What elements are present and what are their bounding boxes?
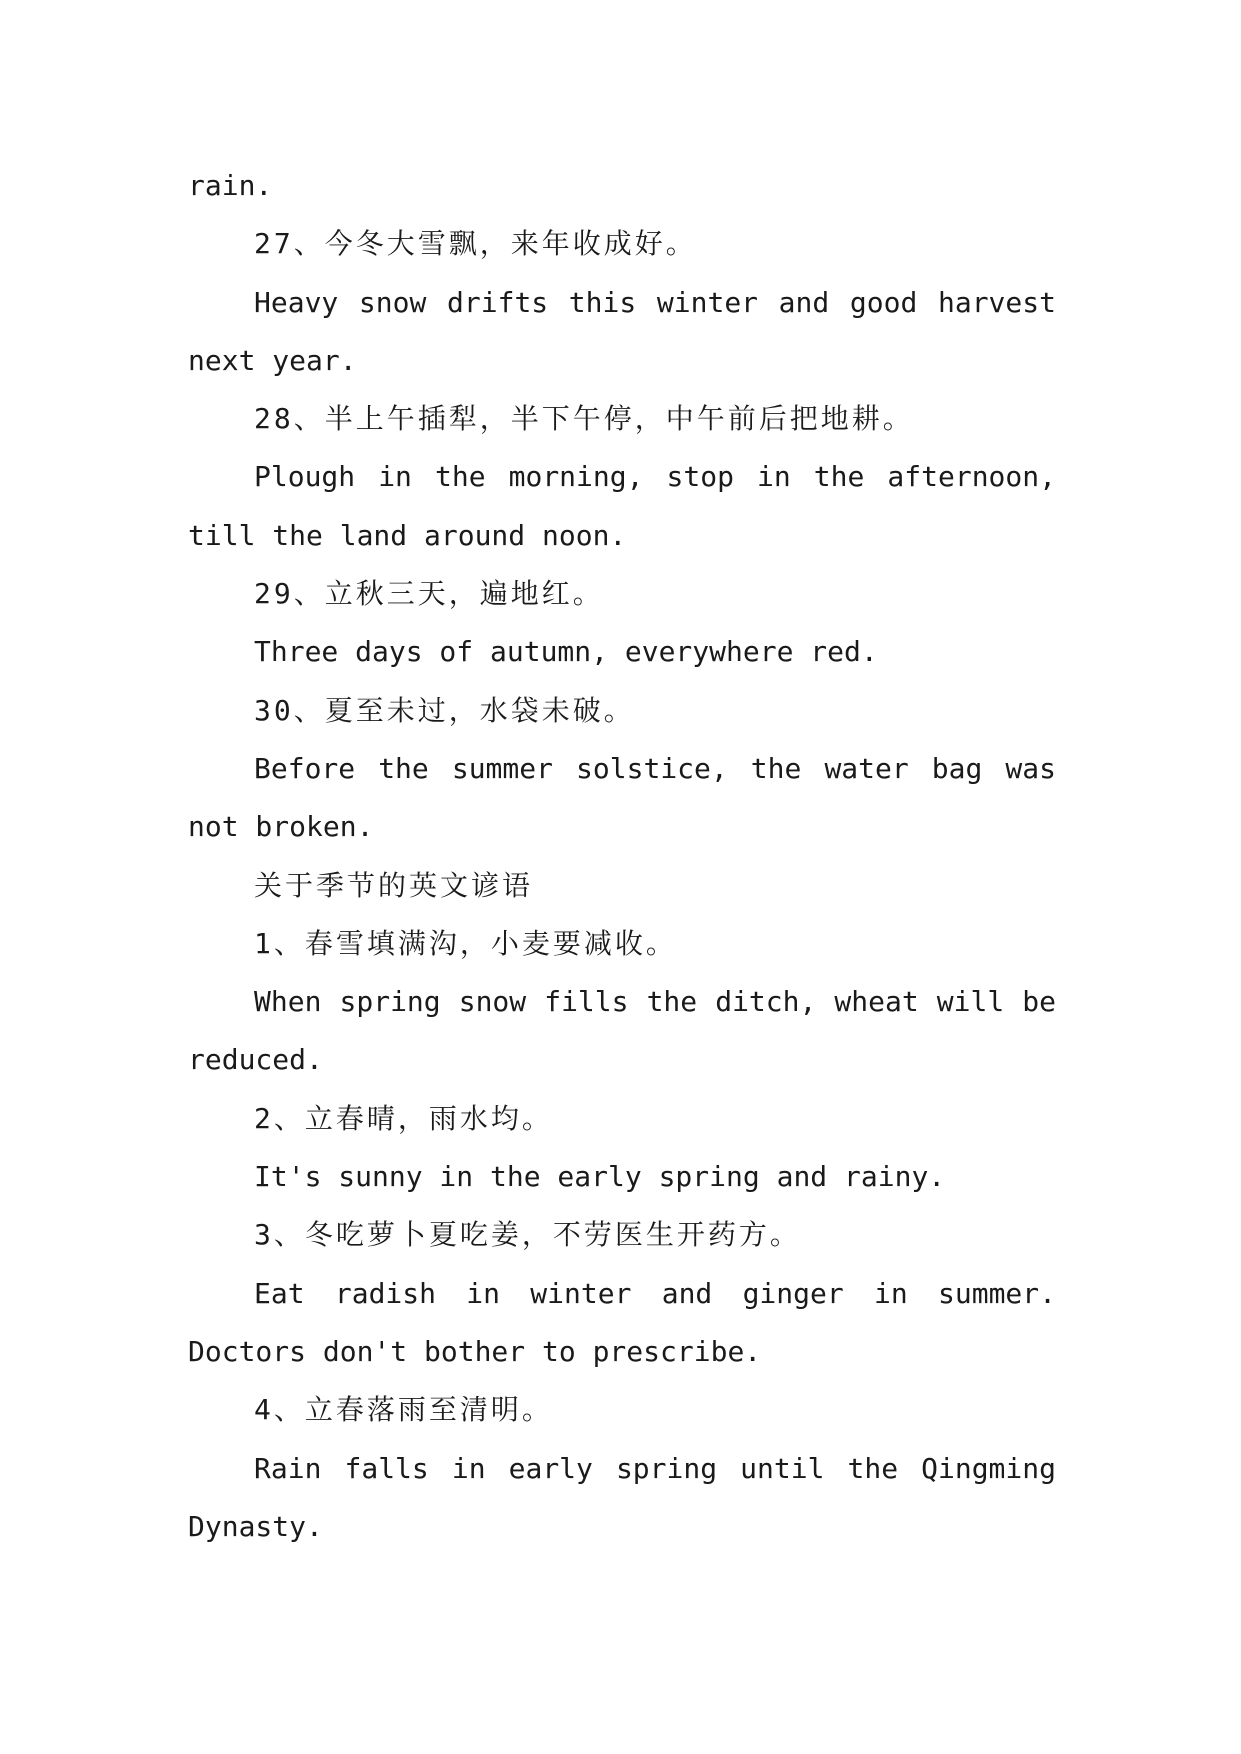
text-line: Eat radish in winter and ginger in summer. <box>254 1276 1056 1310</box>
text-line: Plough in the morning, stop in the afternoon, <box>254 460 1056 494</box>
text-line: 2、立春晴，雨水均。 <box>254 1101 553 1135</box>
text-line: not broken. <box>188 810 374 844</box>
text-line: Doctors don't bother to prescribe. <box>188 1334 762 1368</box>
text-line: reduced. <box>188 1043 323 1077</box>
text-line: rain. <box>188 169 273 202</box>
text-line: 4、立春落雨至清明。 <box>254 1393 553 1427</box>
text-line: It's sunny in the early spring and rainy. <box>254 1160 946 1194</box>
text-line: 27、今冬大雪飘，来年收成好。 <box>254 227 697 261</box>
text-line: next year. <box>188 343 357 377</box>
document-page <box>188 157 1056 1556</box>
text-line: 29、立秋三天，遍地红。 <box>254 577 604 611</box>
text-line: till the land around noon. <box>188 518 627 552</box>
text-line: Three days of autumn, everywhere red. <box>254 635 878 669</box>
text-line: When spring snow fills the ditch, wheat will be <box>254 985 1056 1019</box>
text-line: 1、春雪填满沟，小麦要减收。 <box>254 926 677 960</box>
text-line: 关于季节的英文谚语 <box>254 868 534 902</box>
text-line: Dynasty. <box>188 1509 323 1543</box>
text-line: 28、半上午插犁，半下午停，中午前后把地耕。 <box>254 402 914 436</box>
text-line: Before the summer solstice, the water bag was <box>254 751 1056 785</box>
text-line: 30、夏至未过，水袋未破。 <box>254 693 635 727</box>
text-line: Rain falls in early spring until the Qingming <box>254 1451 1056 1485</box>
text-line: Heavy snow drifts this winter and good harvest <box>254 285 1056 319</box>
text-line: 3、冬吃萝卜夏吃姜，不劳医生开药方。 <box>254 1218 801 1252</box>
